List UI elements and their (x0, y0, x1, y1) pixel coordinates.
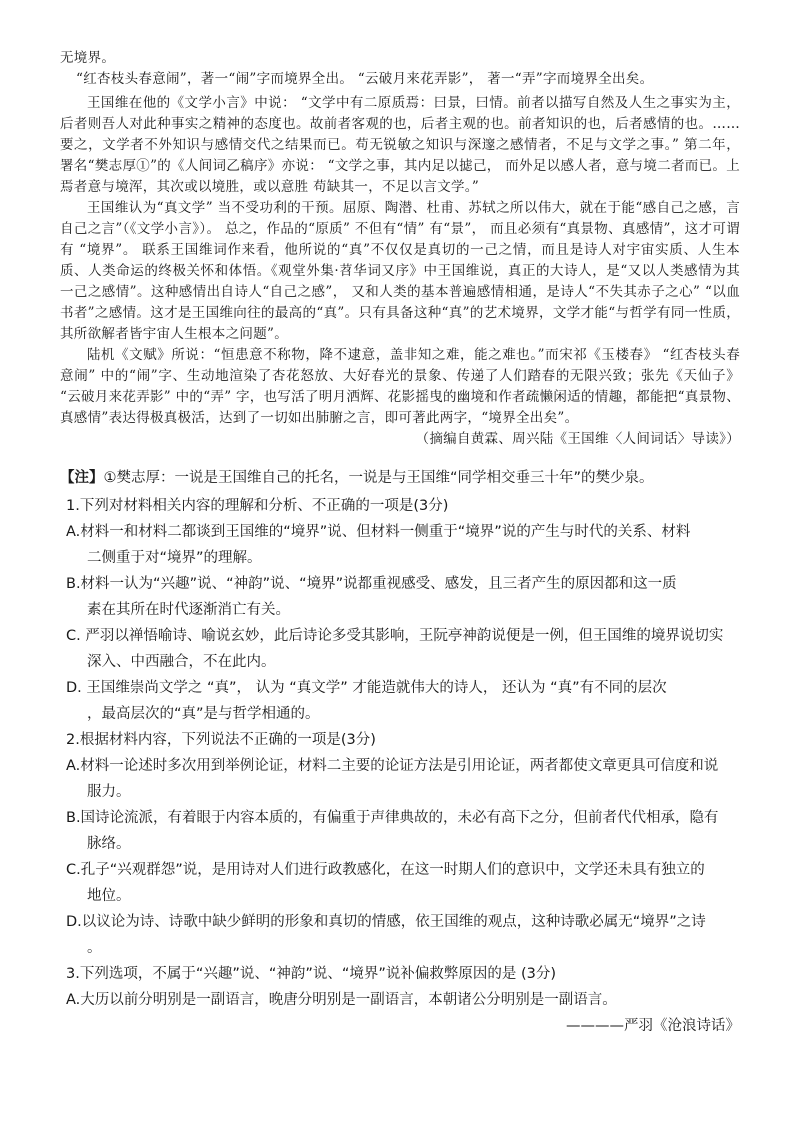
option-line: B.材料一认为“兴趣”说、“神韵”说、“境界”说都重视感受、感发，且三者产生的原因都和这一质 (66, 576, 677, 592)
answer-option (60, 753, 742, 805)
option-line: A.材料一论述时多次用到举例论证，材料二主要的论证方法是引用论证，两者都使文章更具可信度和说 (66, 758, 719, 774)
option-line: C.孔子“兴观群怨”说，是用诗对人们进行政教感化，在这一时期人们的意识中，文学还未具有独立的 (66, 862, 705, 878)
answer-option (60, 675, 742, 727)
passage-paragraph: 王国维认为“真文学” 当不受功利的干预。屈原、陶潜、杜甫、苏轼之所以伟大，就在于能“感自己之感，言自己之言”（《文学小言》）。 总之，作品的“原质” 不但有“情” 有“景”， 而且必须有“真景物、真感情”，这才可谓有 “境界”。 联系王国维词作来看，他所说的“真”不仅仅是真切的一己之情，而且是诗人对宇宙实质、人生本质、人类命运的终极关怀和体悟。《观堂外集·苕华词又序》中王国维说，真正的大诗人，是“又以人类感情为其一己之感情”。这种感情出自诗人“自己之感”， 又和人类的基本普遍感情相通，是诗人“不失其赤子之心” “以血书者”之感情。这才是王国维向往的最高的“真”。只有具备这种“真”的艺术境界，文学才能“与哲学有同一性质，其所欲解者皆宇宙人生根本之问题”。 (60, 200, 740, 342)
passage-paragraph: 无境界。 (60, 50, 116, 66)
answer-option (60, 571, 742, 623)
option-line: 。 (87, 940, 102, 956)
passage-source: （摘编自黄霖、周兴陆《王国维〈人间词话〉导读》） (415, 431, 740, 447)
option-line: B.国诗论流派，有着眼于内容本质的，有偏重于声律典故的，未必有高下之分，但前者代代相承，隐有 (66, 810, 719, 826)
option-line: ，最高层次的“真”是与哲学相通的。 (87, 706, 320, 722)
answer-option (60, 909, 742, 961)
option-line: A.大历以前分明别是一副语言，晚唐分明别是一副语言，本朝诸公分明别是一副语言。 (66, 992, 617, 1008)
option-line: 服力。 (87, 784, 131, 800)
option-line: C. 严羽以禅悟喻诗、喻说玄妙，此后诗论多受其影响，王阮亭神韵说便是一例，但王国维的境界说切实 (66, 628, 724, 644)
answer-option (60, 623, 742, 675)
option-line: 深入、中西融合，不在此内。 (87, 654, 276, 670)
option-line: 脉络。 (87, 836, 131, 852)
answer-option (60, 987, 742, 1013)
answer-option (60, 805, 742, 857)
option-line: 地位。 (87, 888, 131, 904)
question-stem: 1.下列对材料相关内容的理解和分析、不正确的一项是(3分) (66, 498, 449, 514)
answer-option (60, 519, 742, 571)
citation: ————严羽《沧浪诗话》 (566, 1018, 740, 1034)
annotation-note (60, 465, 742, 491)
question-stem: 2.根据材料内容，下列说法不正确的一项是(3分) (66, 732, 376, 748)
passage-paragraph: “红杏枝头春意闹”，著一“闹”字而境界全出。 “云破月来花弄影”， 著一“弄”字而境界全出矣。 (76, 71, 654, 87)
note-text: ①樊志厚：一说是王国维自己的托名，一说是与王国维“同学相交垂三十年”的樊少泉。 (103, 470, 654, 486)
question-stem: 3.下列选项，不属于“兴趣”说、“神韵”说、“境界”说补偏救弊原因的是 (3分) (66, 966, 557, 982)
question-section (60, 465, 742, 1039)
note-tag: 【注】 (60, 470, 104, 486)
passage-paragraph: 王国维在他的《文学小言》中说： “文学中有二原质焉：曰景，曰情。前者以描写自然及人生之事实为主，后者则吾人对此种事实之精神的态度也。故前者客观的也，后者主观的也。前者知识的也，后者感情的也。……要之，文学者不外知识与感情交代之结果而已。苟无锐敏之知识与深邃之感情者，不足与文学之事。” 第二年，署名“樊志厚①”的《人间词乙稿序》亦说： “文学之事，其内足以摅己， 而外足以感人者，意与境二者而已。上焉者意与境浑，其次或以境胜，或以意胜 苟缺其一，不足以言文学。” (60, 95, 740, 195)
passage-paragraph: 陆机《文赋》所说：“恒患意不称物，降不逮意，盖非知之难，能之难也。”而宋祁《玉楼春》 “红杏枝头春意闹” 中的“闹”字、生动地渲染了杏花怒放、大好春光的景象、传递了人们踏春的无限兴致；张先《天仙子》 “云破月来花弄影” 中的“弄” 字，也写活了明月洒辉、花影摇曳的幽境和作者疏懒闲适的情趣，都能把“真景物、真感情”表达得极真极活，达到了一切如出肺腑之言，即可著此两字，“境界全出矣”。 (60, 347, 740, 426)
option-line: D. 王国维崇尚文学之 “真”， 认为 “真文学” 才能造就伟大的诗人， 还认为 “真”有不同的层次 (66, 680, 667, 696)
option-line: D.以议论为诗、诗歌中缺少鲜明的形象和真切的情感，依王国维的观点，这种诗歌必属无“境界”之诗 (66, 914, 706, 930)
option-line: 二侧重于对“境界”的理解。 (87, 550, 262, 566)
option-line: 素在其所在时代逐渐消亡有关。 (87, 602, 290, 618)
answer-option (60, 857, 742, 909)
reading-passage (60, 48, 740, 450)
option-line: A.材料一和材料二都谈到王国维的“境界”说、但材料一侧重于“境界”说的产生与时代的关系、材料 (66, 524, 691, 540)
